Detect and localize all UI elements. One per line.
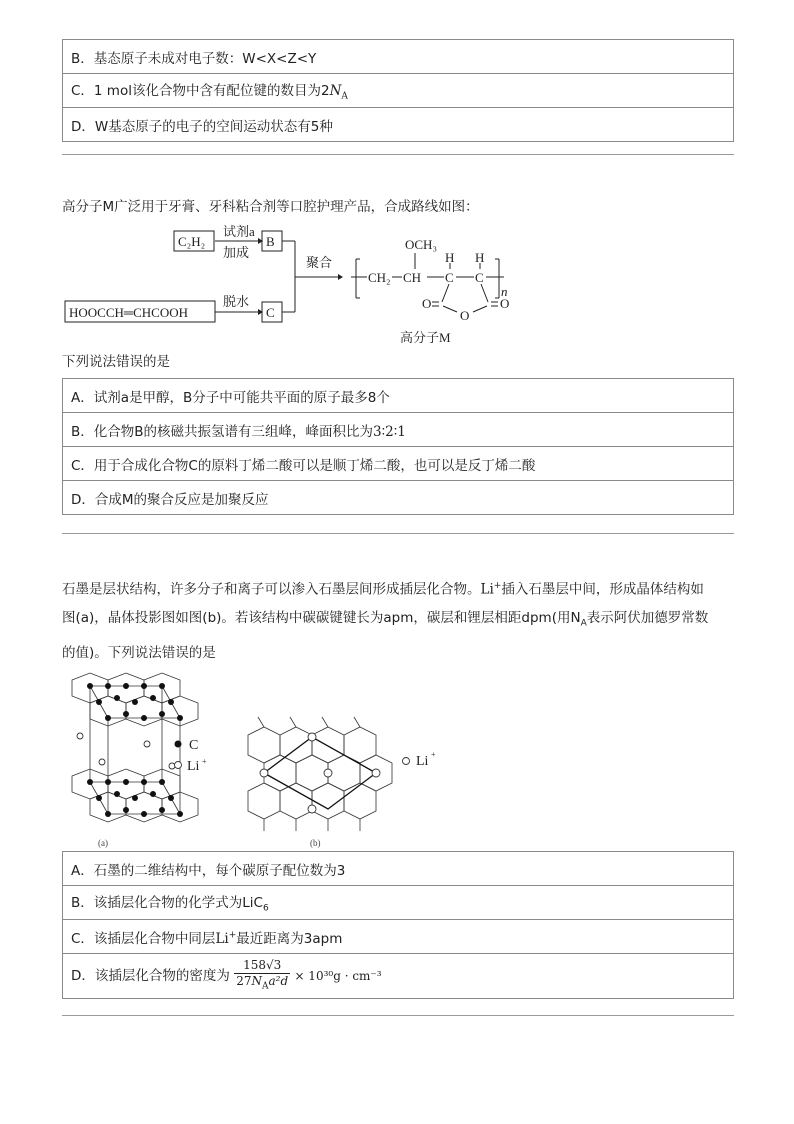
legend-lithium-b: Li bbox=[416, 754, 429, 769]
caption-b: (b) bbox=[310, 838, 321, 848]
q3-stem-line3: 的值)。下列说法错误的是 bbox=[62, 645, 216, 661]
q1-option-d[interactable]: D．W基态原子的电子的空间运动状态有5种 bbox=[63, 108, 734, 142]
ch-group: CH bbox=[403, 270, 422, 285]
q1-option-b[interactable]: B．基态原子未成对电子数：W<X<Z<Y bbox=[63, 40, 734, 74]
q3-option-a[interactable]: A．石墨的二维结构中，每个碳原子配位数为3 bbox=[63, 852, 734, 886]
repeat-n: n bbox=[501, 284, 508, 299]
q3-option-b[interactable]: B．该插层化合物的化学式为LiC$_6$ bbox=[63, 886, 734, 920]
q1-option-c[interactable]: C．1 mol该化合物中含有配位键的数目为$2N_A$ bbox=[63, 74, 734, 108]
figure-a-crystal-structure bbox=[62, 668, 242, 848]
polymerize-label: 聚合 bbox=[306, 255, 333, 270]
density-fraction: $\frac{158√3}{27N_Aa^2d}$ bbox=[236, 957, 289, 992]
ch2-group: CH₂ bbox=[368, 270, 391, 285]
q3-stem-line1: 石墨是层状结构，许多分子和离子可以渗入石墨层间形成插层化合物。Li+插入石墨层中间，形成晶体结构如 bbox=[62, 581, 704, 598]
li-unit-cell bbox=[264, 737, 376, 809]
q2-question: 下列说法错误的是 bbox=[62, 354, 170, 370]
oxygen-left: O bbox=[422, 296, 432, 311]
hydrogen-1: H bbox=[445, 250, 455, 265]
reagent-a: 试剂a bbox=[223, 224, 255, 239]
methoxy-group: OCH₃ bbox=[405, 237, 437, 252]
q2-option-c[interactable]: C．用于合成化合物C的原料丁烯二酸可以是顺丁烯二酸，也可以是反丁烯二酸 bbox=[63, 447, 734, 481]
reagent-addition: 加成 bbox=[223, 245, 250, 260]
carbon-1: C bbox=[445, 270, 454, 285]
reactant-c2h2: C₂H₂ bbox=[178, 234, 206, 249]
q3-option-d[interactable]: D．该插层化合物的密度为 $\frac{158√3}{27N_Aa^2d}$ × 10³⁰g · cm⁻³ bbox=[63, 954, 734, 999]
q2-options-table bbox=[62, 378, 734, 515]
q2-option-a[interactable]: A．试剂a是甲醇，B分子中可能共平面的原子最多8个 bbox=[63, 379, 734, 413]
q2-synthesis-scheme bbox=[62, 222, 532, 350]
q3-option-c[interactable]: C．该插层化合物中同层Li+最近距离为3apm bbox=[63, 920, 734, 954]
q1-options-table bbox=[62, 39, 734, 142]
svg-text:+: + bbox=[202, 757, 207, 766]
figure-b-projection bbox=[228, 705, 458, 850]
dehydration-label: 脱水 bbox=[223, 294, 250, 309]
product-c: C bbox=[266, 305, 275, 320]
hydrogen-2: H bbox=[475, 250, 485, 265]
reactant-acid: HOOCCH═CHCOOH bbox=[69, 305, 188, 320]
polymer-label: 高分子M bbox=[400, 330, 451, 345]
divider bbox=[62, 1015, 734, 1016]
carbon-2: C bbox=[475, 270, 484, 285]
legend-carbon: C bbox=[189, 738, 199, 753]
q2-option-b[interactable]: B．化合物B的核磁共振氢谱有三组峰，峰面积比为3∶2∶1 bbox=[63, 413, 734, 447]
q3-options-table bbox=[62, 851, 734, 999]
product-b: B bbox=[266, 234, 275, 249]
q2-stem: 高分子M广泛用于牙膏、牙科粘合剂等口腔护理产品，合成路线如图： bbox=[62, 199, 479, 215]
divider bbox=[62, 533, 734, 534]
q3-stem-line2: 图(a)，晶体投影图如图(b)。若该结构中碳碳键键长为apm，碳层和锂层相距dpm(用$N_A$表示阿伏加德罗常数 bbox=[62, 610, 709, 629]
q2-option-d[interactable]: D．合成M的聚合反应是加聚反应 bbox=[63, 481, 734, 515]
oxygen-right: O bbox=[500, 296, 510, 311]
legend-lithium: Li bbox=[187, 759, 200, 774]
caption-a: (a) bbox=[98, 838, 108, 848]
oxygen-ring: O bbox=[460, 308, 470, 323]
divider bbox=[62, 154, 734, 155]
svg-text:+: + bbox=[431, 750, 436, 759]
